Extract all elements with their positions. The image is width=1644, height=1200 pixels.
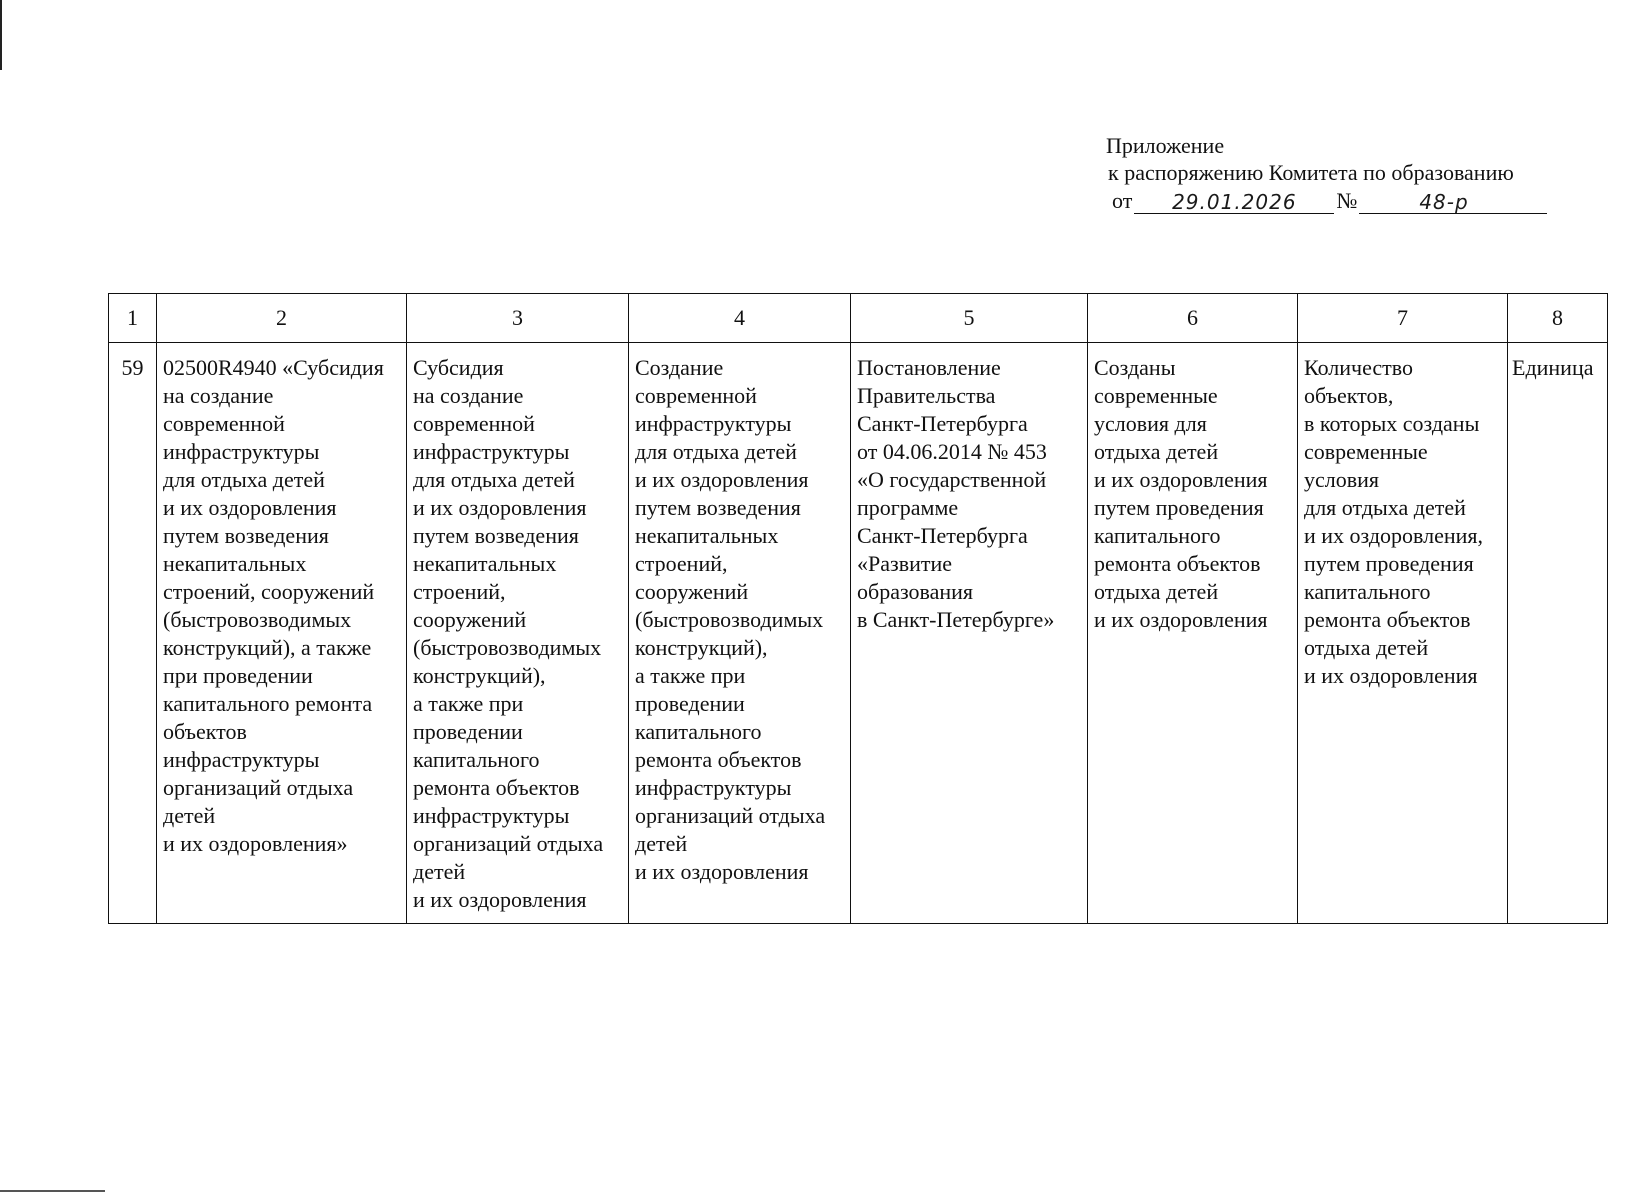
appendix-date-line	[1104, 187, 1564, 214]
cell-purpose: Создание современной инфраструктуры для отдыха детей и их оздоровления путем возведения некапитальных строений, сооружений (быстровозводимых конструкций), а также при проведении капитального ремонта объектов инфраструктуры организаций отдыха детей и их оздоровления	[629, 343, 851, 924]
data-table	[108, 293, 1608, 924]
column-header-4: 4	[629, 294, 851, 343]
column-header-7: 7	[1298, 294, 1508, 343]
number-sign: №	[1336, 188, 1358, 213]
column-header-6: 6	[1088, 294, 1298, 343]
table-row	[109, 343, 1608, 924]
cell-indicator: Количество объектов, в которых созданы современные условия для отдыха детей и их оздоровления, путем проведения капитального ремонта объектов отдыха детей и их оздоровления	[1298, 343, 1508, 924]
column-header-3: 3	[407, 294, 629, 343]
cell-subsidy-description: Субсидия на создание современной инфраструктуры для отдыха детей и их оздоровления путем возведения некапитальных строений, сооружений (быстровозводимых конструкций), а также при проведении капитального ремонта объектов инфраструктуры организаций отдыха детей и их оздоровления	[407, 343, 629, 924]
table-header-row	[109, 294, 1608, 343]
scan-edge-mark	[0, 0, 2, 70]
cell-unit: Единица	[1508, 343, 1608, 924]
appendix-title: Приложение	[1106, 133, 1225, 158]
appendix-subtitle: к распоряжению Комитета по образованию	[1108, 160, 1514, 185]
cell-legal-basis: Постановление Правительства Санкт-Петербурга от 04.06.2014 № 453 «О государственной программе Санкт-Петербурга «Развитие образования в Санкт-Петербурге»	[851, 343, 1088, 924]
scan-edge-mark-bottom	[0, 1190, 105, 1192]
column-header-2: 2	[157, 294, 407, 343]
column-header-8: 8	[1508, 294, 1608, 343]
cell-code-name: 02500R4940 «Субсидия на создание современной инфраструктуры для отдыха детей и их оздоровления путем возведения некапитальных строений, сооружений (быстровозводимых конструкций), а также при проведении капитального ремонта объектов инфраструктуры организаций отдыха детей и их оздоровления»	[157, 343, 407, 924]
date-prefix: от	[1112, 188, 1133, 213]
column-header-1: 1	[109, 294, 157, 343]
appendix-header	[1104, 132, 1564, 214]
cell-result: Созданы современные условия для отдыха детей и их оздоровления путем проведения капитального ремонта объектов отдыха детей и их оздоровления	[1088, 343, 1298, 924]
column-header-5: 5	[851, 294, 1088, 343]
cell-row-number: 59	[109, 343, 157, 924]
handwritten-date: 29.01.2026	[1134, 191, 1334, 214]
handwritten-number: 48-р	[1359, 191, 1547, 214]
